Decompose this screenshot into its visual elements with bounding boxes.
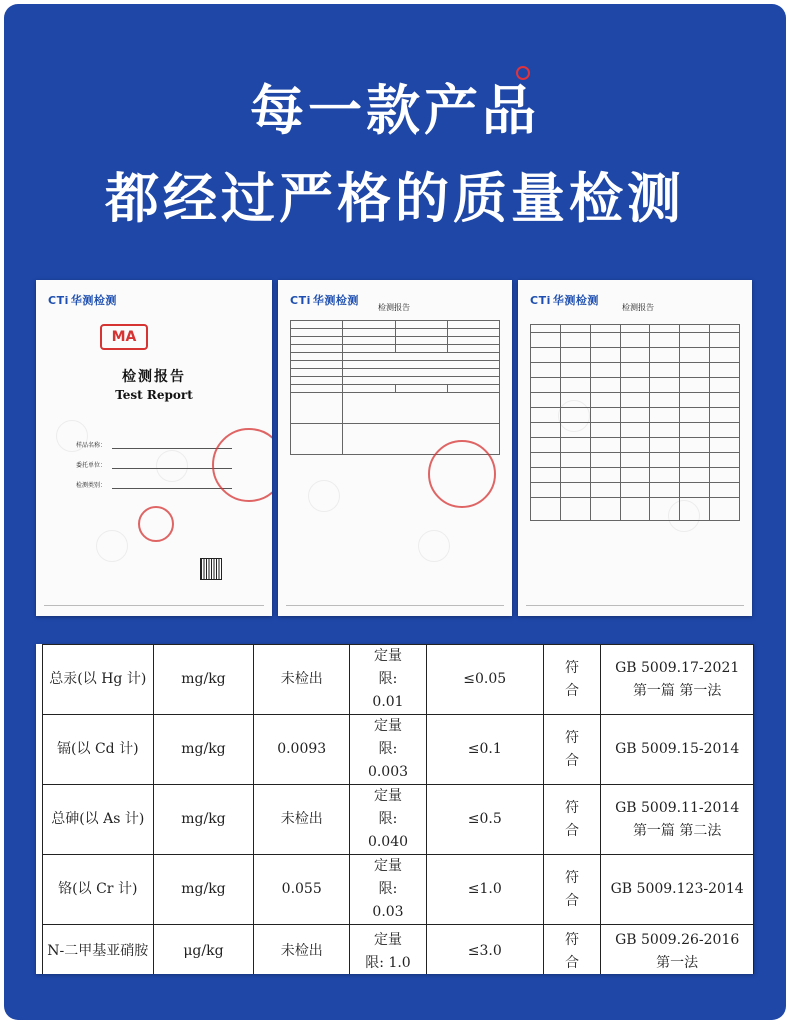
cell-judgement-text: 符 — [564, 869, 579, 886]
cell-limit — [350, 645, 427, 715]
cell-standard — [426, 715, 543, 785]
cell-unit-text: mg/kg — [181, 671, 226, 687]
cell-limit-text: 限: 1.0 — [365, 954, 411, 971]
cell-standard-text: ≤1.0 — [467, 881, 502, 897]
headline-line-2: 都经过严格的质量检测 — [105, 167, 685, 230]
results-table-card — [36, 644, 754, 974]
qr-code-icon — [200, 558, 222, 580]
cell-judgement-text: 合 — [564, 892, 579, 909]
cell-item — [43, 715, 154, 785]
watermark-icon — [96, 530, 128, 562]
cell-judgement-text: 符 — [564, 931, 579, 948]
cell-result — [254, 785, 350, 855]
cell-result — [254, 855, 350, 925]
cell-limit-text: 0.040 — [367, 834, 409, 850]
cell-result — [254, 645, 350, 715]
cell-item — [43, 645, 154, 715]
cell-method — [601, 855, 754, 925]
results-table — [42, 644, 754, 974]
results-page-thumbnail — [518, 280, 752, 616]
footer-divider — [286, 605, 504, 606]
cell-limit-text: 限: — [378, 811, 398, 827]
cell-item-text: 镉(以 Cd 计) — [57, 741, 139, 757]
cti-logo — [48, 292, 117, 308]
results-mini-table — [530, 324, 740, 521]
table-row — [43, 925, 754, 975]
cell-judgement-text: 符 — [564, 799, 579, 816]
brand-chinese: 华测检测 — [552, 294, 599, 307]
cover-field-category: 检测类别： — [76, 482, 107, 489]
cover-field-client: 委托单位： — [76, 462, 107, 469]
cell-limit — [350, 785, 427, 855]
cell-limit-text: 限: — [378, 741, 398, 757]
cell-standard-text: ≤3.0 — [467, 943, 502, 959]
cell-result-text: 0.0093 — [277, 741, 327, 757]
footer-divider — [44, 605, 264, 606]
cover-title-cn: 检测报告 — [122, 369, 186, 385]
cell-unit — [153, 855, 254, 925]
cell-judgement-text: 合 — [564, 954, 579, 971]
brand-latin: CTi — [48, 294, 69, 307]
cell-method — [601, 715, 754, 785]
cell-method-text: GB 5009.17-2021 — [615, 659, 740, 676]
cell-limit-text: 定量 — [374, 858, 402, 874]
red-seal-icon — [212, 428, 272, 502]
cell-method-text: GB 5009.123-2014 — [610, 881, 744, 897]
cell-standard — [426, 645, 543, 715]
cell-unit — [153, 785, 254, 855]
cell-judgement-text: 合 — [564, 682, 579, 699]
report-cover-thumbnail — [36, 280, 272, 616]
report-heading: 检测报告 — [378, 303, 410, 312]
cell-unit-text: μg/kg — [183, 943, 224, 959]
cell-unit-text: mg/kg — [181, 811, 226, 827]
cell-standard-text: ≤0.05 — [463, 671, 507, 687]
cell-item-text: 总汞(以 Hg 计) — [49, 671, 147, 687]
table-row — [43, 645, 754, 715]
cell-standard — [426, 925, 543, 975]
cell-standard-text: ≤0.1 — [467, 741, 502, 757]
table-row — [43, 785, 754, 855]
cell-limit-text: 0.003 — [367, 764, 409, 780]
watermark-icon — [156, 450, 188, 482]
red-seal-icon — [428, 440, 496, 508]
cell-method-text: GB 5009.26-2016 — [615, 931, 740, 948]
report-page-thumbnail — [278, 280, 512, 616]
cell-unit-text: mg/kg — [181, 881, 226, 897]
watermark-icon — [418, 530, 450, 562]
red-stamp-icon — [138, 506, 174, 542]
cell-limit-text: 定量 — [374, 931, 402, 948]
cell-judgement — [543, 645, 601, 715]
cell-judgement-text: 合 — [564, 752, 579, 769]
table-row — [43, 855, 754, 925]
cell-result-text: 0.055 — [281, 881, 322, 897]
cell-method-text: GB 5009.15-2014 — [615, 741, 740, 757]
cell-item — [43, 925, 154, 975]
cell-standard — [426, 855, 543, 925]
cell-item — [43, 785, 154, 855]
cell-unit — [153, 715, 254, 785]
cell-result — [254, 715, 350, 785]
cell-item — [43, 855, 154, 925]
watermark-icon — [308, 480, 340, 512]
cell-limit — [350, 855, 427, 925]
cell-limit — [350, 715, 427, 785]
cell-method — [601, 785, 754, 855]
cell-method-text: 第一法 — [656, 954, 699, 971]
decorative-ring-icon — [516, 66, 530, 80]
cell-judgement-text: 符 — [564, 729, 579, 746]
cell-judgement — [543, 855, 601, 925]
cell-judgement-text: 合 — [564, 822, 579, 839]
cell-limit-text: 0.03 — [372, 904, 404, 920]
cell-method-text: 第一篇 第二法 — [632, 822, 722, 839]
cell-item-text: N-二甲基亚硝胺 — [47, 943, 149, 959]
cti-logo — [290, 292, 359, 308]
field-underline — [112, 488, 232, 489]
cell-item-text: 总砷(以 As 计) — [51, 811, 145, 827]
cell-limit-text: 定量 — [374, 718, 402, 734]
brand-latin: CTi — [530, 294, 551, 307]
cover-field-sample: 样品名称： — [76, 442, 107, 449]
brand-chinese: 华测检测 — [70, 294, 117, 307]
cell-judgement-text: 符 — [564, 659, 579, 676]
brand-latin: CTi — [290, 294, 311, 307]
cell-method — [601, 925, 754, 975]
report-info-table — [290, 320, 500, 455]
cell-limit-text: 定量 — [374, 788, 402, 804]
cell-judgement — [543, 785, 601, 855]
cell-method-text: GB 5009.11-2014 — [615, 799, 740, 816]
cell-judgement — [543, 925, 601, 975]
cell-limit-text: 0.01 — [372, 694, 404, 710]
cell-limit-text: 限: — [378, 881, 398, 897]
cell-limit — [350, 925, 427, 975]
cover-title-en: Test Report — [115, 388, 193, 402]
cell-unit-text: mg/kg — [181, 741, 226, 757]
blue-panel — [4, 4, 786, 1020]
cell-unit — [153, 925, 254, 975]
cell-result — [254, 925, 350, 975]
footer-divider — [526, 605, 744, 606]
cti-logo — [530, 292, 599, 308]
cell-limit-text: 定量 — [374, 648, 402, 664]
cma-mark: MA — [100, 324, 148, 350]
table-row — [43, 715, 754, 785]
cell-result-text: 未检出 — [280, 671, 323, 687]
cell-limit-text: 限: — [378, 671, 398, 687]
cell-item-text: 铬(以 Cr 计) — [58, 881, 138, 897]
cell-judgement — [543, 715, 601, 785]
brand-chinese: 华测检测 — [312, 294, 359, 307]
field-underline — [112, 448, 232, 449]
report-heading: 检测报告 — [622, 303, 654, 312]
cell-result-text: 未检出 — [280, 811, 323, 827]
headline-line-1: 每一款产品 — [250, 79, 540, 142]
cell-method — [601, 645, 754, 715]
cell-result-text: 未检出 — [280, 943, 323, 959]
cell-standard — [426, 785, 543, 855]
cell-unit — [153, 645, 254, 715]
cell-method-text: 第一篇 第一法 — [632, 682, 722, 699]
cell-standard-text: ≤0.5 — [467, 811, 502, 827]
